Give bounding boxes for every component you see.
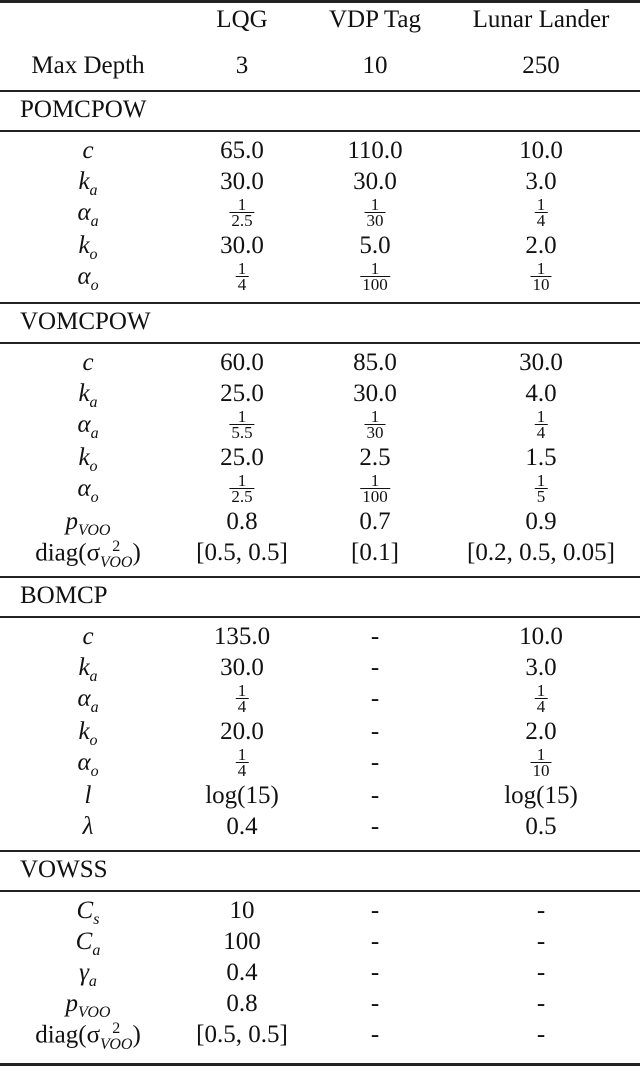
param-label: [35, 1021, 141, 1053]
denominator: 4: [237, 275, 247, 294]
param-label: [78, 168, 98, 199]
cell-value: 110.0: [347, 137, 403, 164]
param-label: [77, 411, 99, 442]
cell-value: 30.0: [220, 168, 264, 195]
fraction: [535, 473, 548, 504]
cell-value: -: [370, 1021, 380, 1048]
cell-fraction: [365, 409, 386, 440]
fraction: [365, 409, 386, 440]
subscript: VOO: [78, 522, 111, 539]
numerator: 1: [370, 471, 380, 490]
numerator: 1: [237, 745, 247, 764]
cell-value: 4.0: [525, 380, 557, 407]
cell-value: 0.8: [226, 508, 258, 535]
cell-value: 20.0: [220, 718, 264, 745]
cell-value: 3.0: [525, 654, 557, 681]
param-symbol: α: [77, 263, 91, 290]
cell-value: 5.0: [359, 232, 391, 259]
fraction: [229, 197, 254, 228]
denominator: 4: [536, 423, 546, 442]
label-tail: ): [132, 539, 141, 567]
cell-value: -: [536, 959, 546, 986]
superscript: 2: [112, 538, 121, 555]
row-label: Max Depth: [31, 52, 145, 79]
column-header: Lunar Lander: [472, 6, 610, 33]
cell-fraction: [365, 197, 386, 228]
sup-sub: [100, 539, 132, 571]
param-symbol: c: [82, 623, 94, 650]
fraction: [360, 261, 390, 292]
param-symbol: γ: [79, 959, 89, 986]
param-label: [82, 623, 93, 651]
param-label: [78, 380, 98, 411]
denominator: 5: [536, 487, 546, 506]
cell-fraction: [531, 747, 552, 778]
fraction: [531, 261, 552, 292]
cell-value: log(15): [205, 782, 279, 809]
numerator: 1: [370, 259, 380, 278]
cell-fraction: [535, 197, 548, 228]
cell-value: -: [370, 749, 380, 776]
subscript: a: [90, 699, 99, 716]
param-label: [65, 990, 111, 1021]
fraction: [360, 473, 390, 504]
cell-value: 30.0: [220, 232, 264, 259]
cell-value: 0.4: [226, 813, 258, 840]
cell-value: 0.8: [226, 990, 258, 1017]
cell-value: 10.0: [519, 623, 563, 650]
cell-fraction: [229, 409, 254, 440]
param-symbol: c: [82, 137, 94, 164]
cell-fraction: [236, 683, 249, 714]
param-symbol: α: [77, 199, 91, 226]
fraction: [229, 473, 254, 504]
subscript: VOO: [100, 554, 133, 571]
cell-value: -: [370, 897, 380, 924]
denominator: 30: [366, 211, 384, 230]
cell-fraction: [531, 261, 552, 292]
table-rule: [0, 850, 640, 852]
param-label: [77, 263, 99, 294]
param-label: [77, 749, 99, 780]
table-rule: [0, 890, 640, 892]
fraction: [236, 747, 249, 778]
cell-value: [0.1]: [351, 539, 399, 566]
param-symbol: k: [78, 380, 90, 407]
numerator: 1: [536, 407, 546, 426]
fraction: [535, 683, 548, 714]
cell-value: 60.0: [220, 349, 264, 376]
cell-value: [0.5, 0.5]: [196, 1021, 288, 1048]
cell-value: 30.0: [220, 654, 264, 681]
denominator: 4: [536, 697, 546, 716]
subscript: a: [92, 942, 101, 959]
denominator: 30: [366, 423, 384, 442]
subscript: o: [90, 489, 99, 506]
subscript: VOO: [78, 1004, 111, 1021]
denominator: 100: [362, 487, 388, 506]
numerator: 1: [536, 471, 546, 490]
param-label: [78, 232, 98, 263]
denominator: 2.5: [231, 487, 253, 506]
cell-value: log(15): [504, 782, 578, 809]
param-symbol: p: [65, 990, 79, 1017]
subscript: a: [89, 668, 98, 685]
subscript: a: [89, 394, 98, 411]
section-title: VOMCPOW: [20, 308, 151, 335]
denominator: 2.5: [231, 211, 253, 230]
cell-value: -: [536, 1021, 546, 1048]
denominator: 4: [536, 211, 546, 230]
param-label: [79, 959, 97, 990]
cell-value: -: [370, 959, 380, 986]
column-header: LQG: [216, 6, 268, 33]
fraction: [365, 197, 386, 228]
param-symbol: k: [78, 444, 90, 471]
fraction: [535, 197, 548, 228]
table-rule: [0, 1063, 640, 1066]
table-rule: [0, 302, 640, 304]
param-label: [77, 685, 99, 716]
cell-fraction: [535, 409, 548, 440]
label-tail: ): [132, 1021, 141, 1049]
subscript: a: [89, 182, 98, 199]
cell-value: 30.0: [519, 349, 563, 376]
cell-value: 3: [235, 52, 249, 79]
subscript: o: [89, 458, 98, 475]
param-symbol: k: [78, 232, 90, 259]
cell-value: [0.2, 0.5, 0.05]: [467, 539, 615, 566]
numerator: 1: [536, 745, 546, 764]
param-symbol: p: [65, 508, 79, 535]
table-rule: [0, 576, 640, 578]
cell-value: 2.0: [525, 718, 557, 745]
numerator: 1: [237, 407, 247, 426]
param-label: [82, 137, 93, 165]
param-symbol: C: [76, 897, 94, 924]
fraction: [531, 747, 552, 778]
fraction: [229, 409, 254, 440]
cell-fraction: [360, 473, 390, 504]
subscript: o: [89, 246, 98, 263]
numerator: 1: [370, 407, 380, 426]
param-label: [78, 444, 98, 475]
cell-value: 65.0: [220, 137, 264, 164]
numerator: 1: [237, 681, 247, 700]
numerator: 1: [370, 195, 380, 214]
sup-sub: [100, 1021, 132, 1053]
subscript: a: [90, 213, 99, 230]
cell-fraction: [236, 747, 249, 778]
numerator: 1: [237, 195, 247, 214]
subscript: o: [90, 277, 99, 294]
subscript: a: [90, 425, 99, 442]
denominator: 10: [532, 761, 550, 780]
denominator: 100: [362, 275, 388, 294]
fraction: [236, 683, 249, 714]
cell-value: -: [370, 623, 380, 650]
cell-value: 30.0: [353, 380, 397, 407]
numerator: 1: [237, 471, 247, 490]
cell-value: -: [370, 928, 380, 955]
denominator: 4: [237, 697, 247, 716]
cell-value: 0.5: [525, 813, 557, 840]
cell-fraction: [236, 261, 249, 292]
cell-value: -: [536, 990, 546, 1017]
cell-value: 135.0: [213, 623, 271, 650]
cell-value: -: [370, 782, 380, 809]
param-symbol: k: [78, 654, 90, 681]
cell-value: 250: [522, 52, 560, 79]
cell-value: 30.0: [353, 168, 397, 195]
param-label: [78, 718, 98, 749]
fraction: [236, 261, 249, 292]
param-label: [77, 199, 99, 230]
param-label: [76, 897, 100, 928]
section-title: VOWSS: [20, 856, 108, 883]
cell-value: 0.7: [359, 508, 391, 535]
param-symbol: diag(σ: [35, 539, 101, 567]
cell-value: 10: [362, 52, 388, 79]
cell-value: -: [370, 685, 380, 712]
param-symbol: c: [82, 349, 94, 376]
cell-fraction: [360, 261, 390, 292]
numerator: 1: [237, 259, 247, 278]
denominator: 4: [237, 761, 247, 780]
cell-value: 3.0: [525, 168, 557, 195]
param-symbol: α: [77, 475, 91, 502]
table-rule: [0, 342, 640, 344]
denominator: 10: [532, 275, 550, 294]
cell-value: -: [536, 928, 546, 955]
param-symbol: λ: [82, 813, 94, 840]
cell-value: 25.0: [220, 444, 264, 471]
cell-value: -: [370, 990, 380, 1017]
subscript: VOO: [100, 1036, 133, 1053]
param-label: [75, 928, 101, 959]
param-label: [85, 782, 92, 810]
cell-value: -: [370, 718, 380, 745]
cell-fraction: [535, 473, 548, 504]
param-label: [82, 349, 93, 377]
cell-value: -: [536, 897, 546, 924]
table-rule: [0, 0, 640, 3]
param-symbol: l: [84, 782, 92, 809]
param-symbol: α: [77, 749, 91, 776]
param-symbol: k: [78, 718, 90, 745]
param-label: [77, 475, 99, 506]
param-symbol: α: [77, 411, 91, 438]
cell-value: 85.0: [353, 349, 397, 376]
cell-fraction: [229, 473, 254, 504]
table-rule: [0, 616, 640, 618]
param-label: [83, 813, 94, 841]
cell-value: 2.5: [359, 444, 391, 471]
cell-value: 25.0: [220, 380, 264, 407]
table-rule: [0, 90, 640, 92]
column-header: VDP Tag: [328, 6, 422, 33]
subscript: s: [93, 911, 100, 928]
subscript: a: [88, 973, 97, 990]
denominator: 5.5: [231, 423, 253, 442]
numerator: 1: [536, 195, 546, 214]
cell-value: 100: [223, 928, 261, 955]
cell-value: 0.4: [226, 959, 258, 986]
subscript: o: [89, 732, 98, 749]
numerator: 1: [536, 259, 546, 278]
cell-fraction: [535, 683, 548, 714]
section-title: BOMCP: [20, 582, 108, 609]
param-symbol: k: [78, 168, 90, 195]
cell-value: [0.5, 0.5]: [196, 539, 288, 566]
param-label: [35, 539, 141, 571]
cell-fraction: [229, 197, 254, 228]
table-rule: [0, 130, 640, 132]
section-title: POMCPOW: [20, 96, 147, 123]
fraction: [535, 409, 548, 440]
cell-value: -: [370, 654, 380, 681]
numerator: 1: [536, 681, 546, 700]
param-symbol: α: [77, 685, 91, 712]
param-symbol: diag(σ: [35, 1021, 101, 1049]
superscript: 2: [112, 1020, 121, 1037]
param-symbol: C: [75, 928, 93, 955]
cell-value: 10.0: [519, 137, 563, 164]
param-label: [65, 508, 111, 539]
param-label: [78, 654, 98, 685]
cell-value: 10: [229, 897, 255, 924]
cell-value: 1.5: [525, 444, 557, 471]
cell-value: 0.9: [525, 508, 557, 535]
cell-value: -: [370, 813, 380, 840]
cell-value: 2.0: [525, 232, 557, 259]
subscript: o: [90, 763, 99, 780]
